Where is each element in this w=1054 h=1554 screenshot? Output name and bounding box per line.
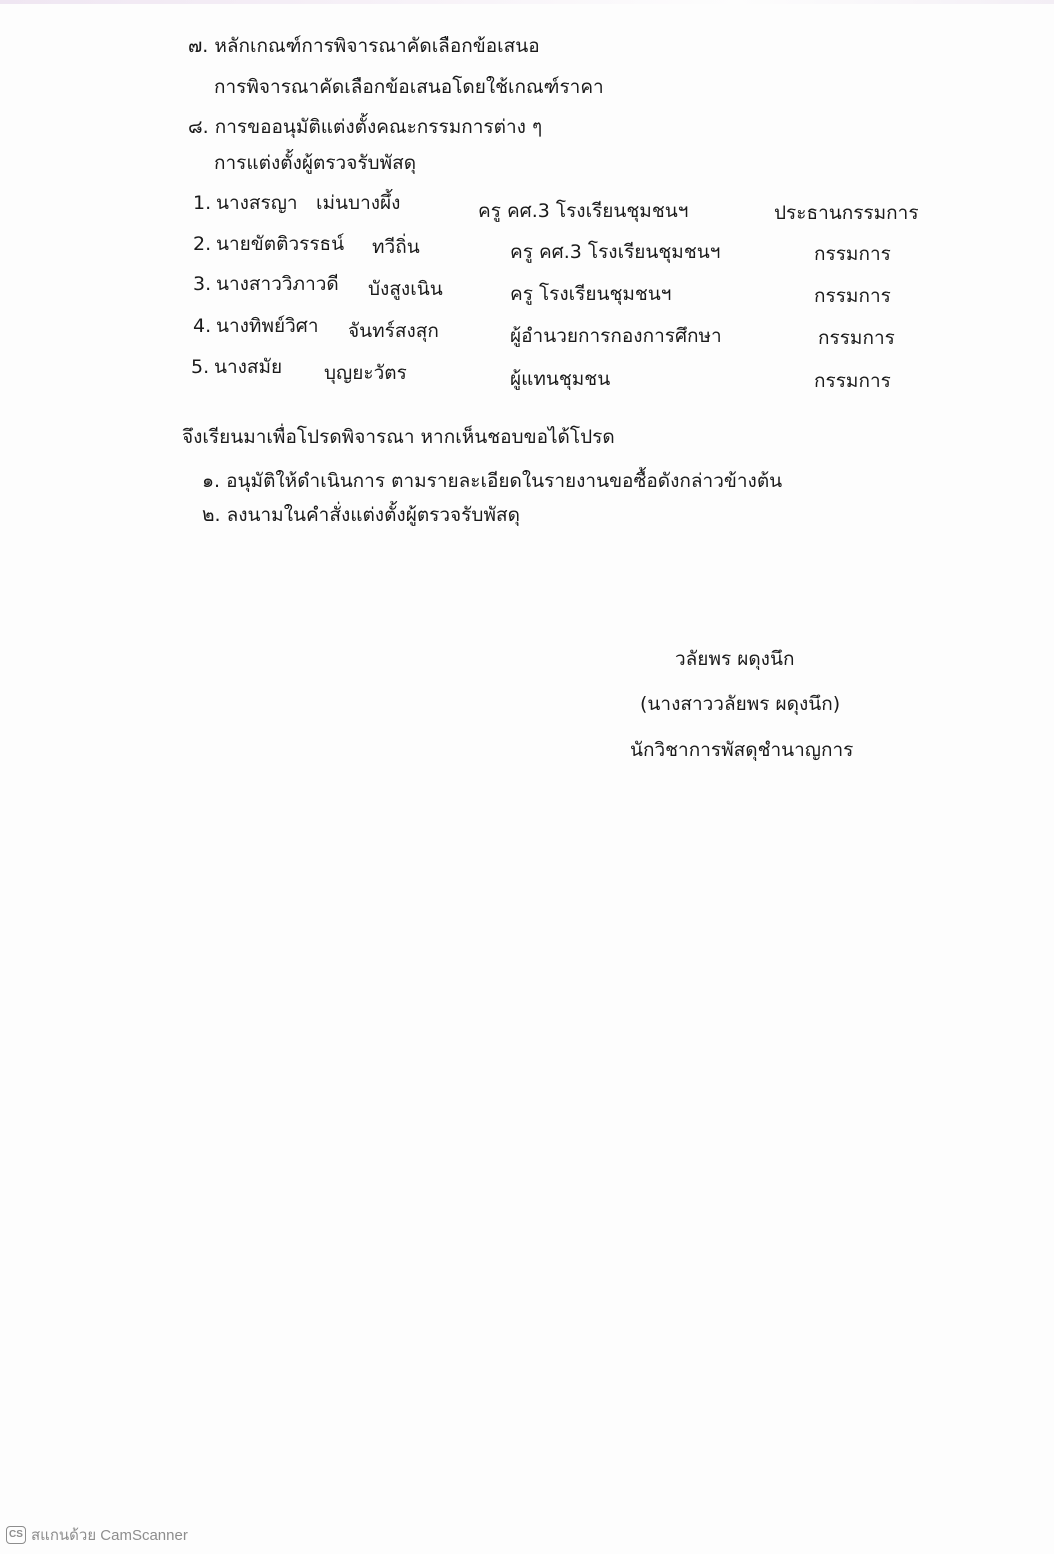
member-number: 5. — [191, 356, 210, 378]
member-last-name: ทวีถิ่น — [372, 236, 420, 258]
member-first-name: นายขัตติวรรธน์ — [216, 233, 345, 255]
request-item-sign: ๒. ลงนามในคำสั่งแต่งตั้งผู้ตรวจรับพัสดุ — [202, 504, 520, 526]
member-last-name: บุญยะวัตร — [324, 362, 407, 384]
member-role: กรรมการ — [814, 285, 891, 307]
request-item-approve: ๑. อนุมัติให้ดำเนินการ ตามรายละเอียดในรายงานขอซื้อดังกล่าวข้างต้น — [202, 470, 783, 492]
committee-member-row — [0, 271, 1054, 307]
member-first-name: นางสมัย — [214, 356, 283, 378]
member-role: กรรมการ — [818, 327, 895, 349]
camscanner-logo-icon: CS — [6, 1526, 26, 1544]
section-committee-body: การแต่งตั้งผู้ตรวจรับพัสดุ — [214, 152, 417, 174]
section-criteria-body: การพิจารณาคัดเลือกข้อเสนอโดยใช้เกณฑ์ราคา — [214, 76, 604, 98]
section-committee-heading: ๘. การขออนุมัติแต่งตั้งคณะกรรมการต่าง ๆ — [188, 116, 543, 138]
committee-member-row — [0, 231, 1054, 265]
member-first-name: นางสาววิภาวดี — [216, 273, 339, 295]
member-first-name: นางทิพย์วิศา — [216, 315, 319, 337]
request-intro: จึงเรียนมาเพื่อโปรดพิจารณา หากเห็นชอบขอได้โปรด — [182, 426, 615, 448]
camscanner-label: สแกนด้วย CamScanner — [31, 1527, 188, 1544]
member-number: 3. — [193, 273, 212, 295]
member-role: กรรมการ — [814, 370, 891, 392]
committee-member-row — [0, 190, 1054, 224]
member-position: ครู โรงเรียนชุมชนฯ — [510, 283, 672, 305]
member-first-name: นางสรญา — [216, 192, 298, 214]
member-role: ประธานกรรมการ — [774, 202, 919, 224]
member-position: ครู คศ.3 โรงเรียนชุมชนฯ — [478, 200, 689, 222]
signatory-full-name: (นางสาววลัยพร ผดุงนึก) — [640, 693, 841, 715]
member-last-name: เม่นบางผึ้ง — [316, 192, 401, 214]
member-number: 1. — [193, 192, 212, 214]
member-last-name: บังสูงเนิน — [368, 278, 443, 300]
member-last-name: จันทร์สงสุก — [348, 320, 439, 342]
member-position: ผู้อำนวยการกองการศึกษา — [510, 325, 722, 347]
member-position: ผู้แทนชุมชน — [510, 368, 611, 390]
scan-edge-strip — [0, 0, 1054, 4]
member-number: 4. — [193, 315, 212, 337]
camscanner-watermark — [6, 1524, 188, 1546]
section-criteria-heading: ๗. หลักเกณฑ์การพิจารณาคัดเลือกข้อเสนอ — [188, 35, 540, 57]
signed-name: วลัยพร ผดุงนึก — [675, 648, 795, 670]
committee-member-row — [0, 313, 1054, 349]
committee-member-row — [0, 354, 1054, 392]
signatory-title: นักวิชาการพัสดุชำนาญการ — [630, 739, 854, 761]
member-number: 2. — [193, 233, 212, 255]
member-position: ครู คศ.3 โรงเรียนชุมชนฯ — [510, 241, 721, 263]
member-role: กรรมการ — [814, 243, 891, 265]
